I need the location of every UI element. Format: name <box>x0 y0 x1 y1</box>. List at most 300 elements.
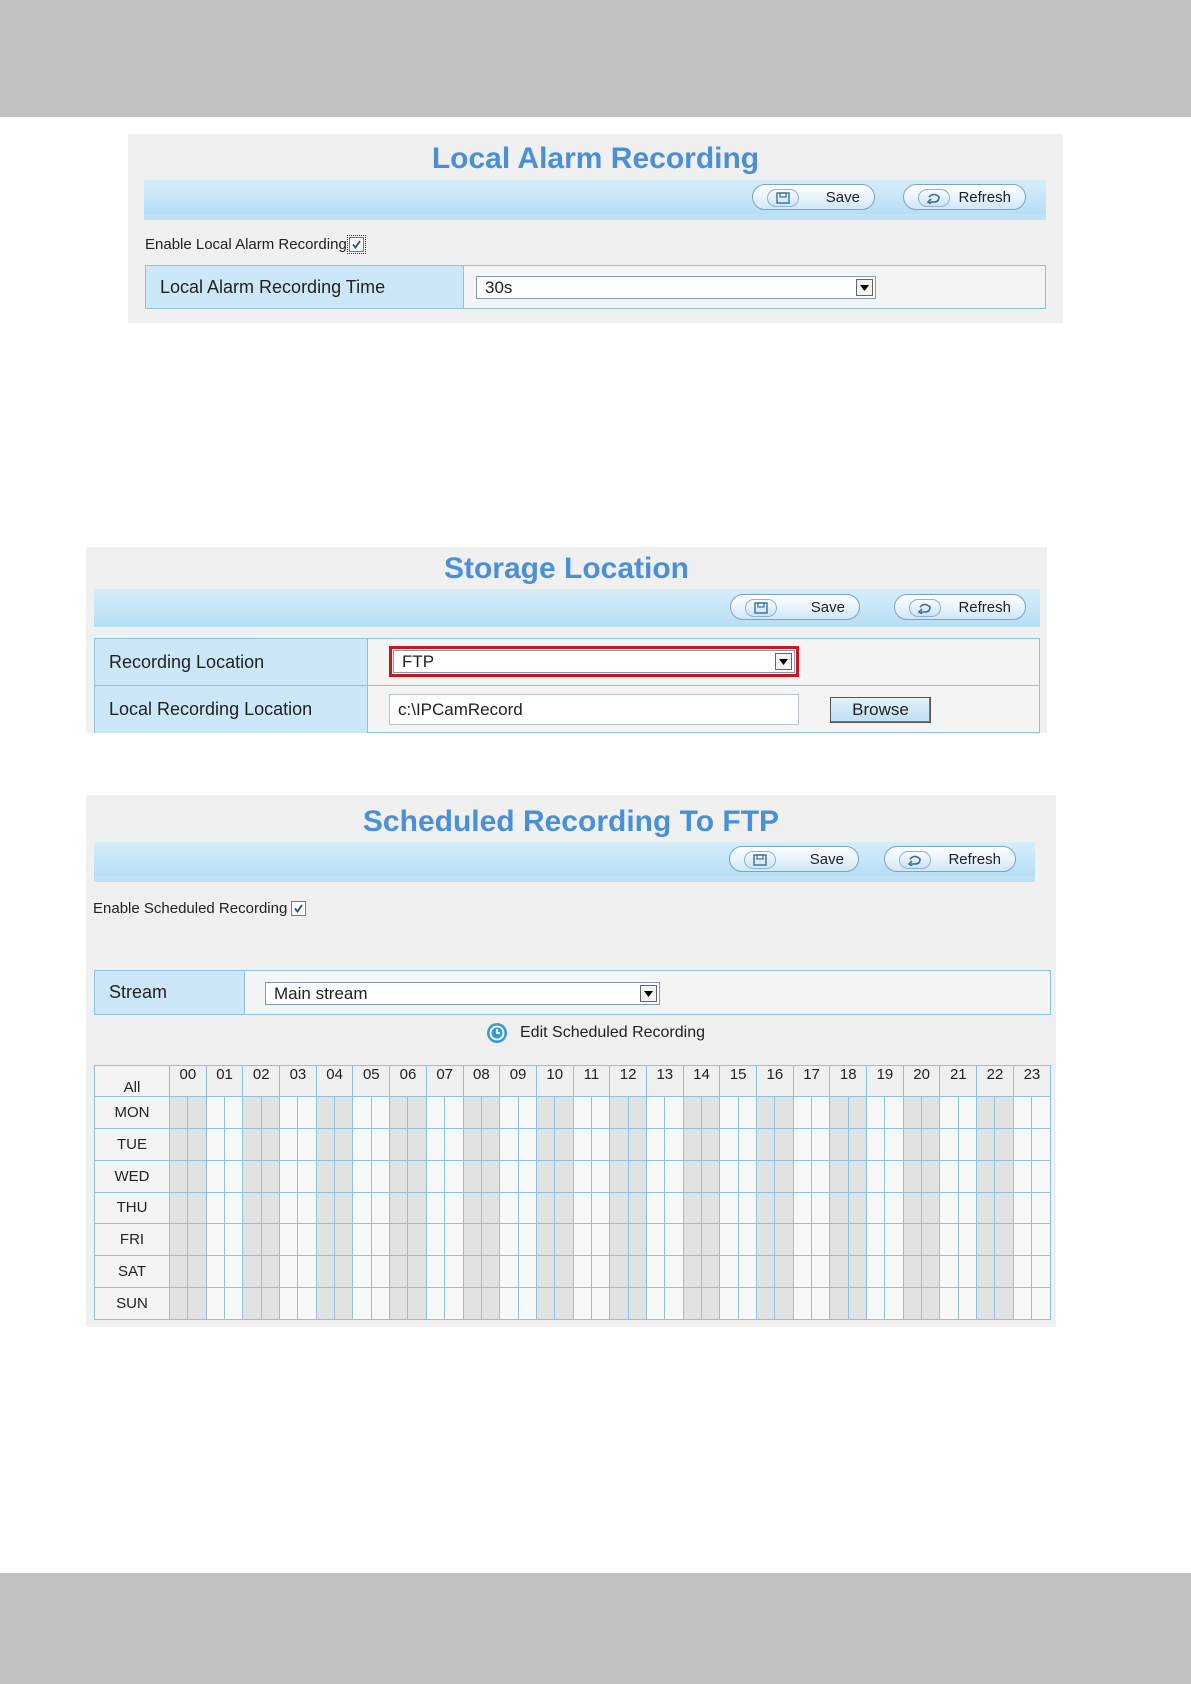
schedule-slot[interactable] <box>867 1097 885 1129</box>
schedule-slot[interactable] <box>243 1097 261 1129</box>
schedule-slot[interactable] <box>188 1128 206 1160</box>
schedule-slot[interactable] <box>665 1224 683 1256</box>
day-label[interactable]: THU <box>95 1192 170 1224</box>
schedule-slot[interactable] <box>371 1192 389 1224</box>
schedule-slot[interactable] <box>940 1128 958 1160</box>
schedule-slot[interactable] <box>885 1128 903 1160</box>
schedule-slot[interactable] <box>426 1128 444 1160</box>
schedule-slot[interactable] <box>243 1256 261 1288</box>
schedule-slot[interactable] <box>555 1224 573 1256</box>
schedule-slot[interactable] <box>830 1128 848 1160</box>
schedule-slot[interactable] <box>1032 1256 1051 1288</box>
schedule-slot[interactable] <box>243 1160 261 1192</box>
schedule-slot[interactable] <box>206 1288 224 1320</box>
schedule-slot[interactable] <box>940 1192 958 1224</box>
schedule-slot[interactable] <box>793 1097 811 1129</box>
schedule-slot[interactable] <box>353 1192 371 1224</box>
refresh-button[interactable] <box>884 846 1016 872</box>
schedule-slot[interactable] <box>1013 1288 1031 1320</box>
schedule-slot[interactable] <box>720 1192 738 1224</box>
schedule-slot[interactable] <box>243 1224 261 1256</box>
schedule-slot[interactable] <box>298 1097 316 1129</box>
schedule-slot[interactable] <box>335 1160 353 1192</box>
schedule-slot[interactable] <box>1032 1160 1051 1192</box>
schedule-slot[interactable] <box>500 1160 518 1192</box>
schedule-slot[interactable] <box>555 1097 573 1129</box>
schedule-slot[interactable] <box>995 1160 1013 1192</box>
schedule-slot[interactable] <box>867 1256 885 1288</box>
schedule-slot[interactable] <box>995 1128 1013 1160</box>
schedule-slot[interactable] <box>903 1097 921 1129</box>
schedule-slot[interactable] <box>555 1288 573 1320</box>
schedule-slot[interactable] <box>977 1192 995 1224</box>
schedule-slot[interactable] <box>701 1224 719 1256</box>
schedule-slot[interactable] <box>665 1256 683 1288</box>
schedule-slot[interactable] <box>977 1097 995 1129</box>
schedule-slot[interactable] <box>445 1192 463 1224</box>
schedule-slot[interactable] <box>995 1097 1013 1129</box>
schedule-slot[interactable] <box>775 1160 793 1192</box>
hour-header[interactable]: 22 <box>977 1066 1014 1097</box>
schedule-slot[interactable] <box>500 1256 518 1288</box>
hour-header[interactable]: 01 <box>206 1066 243 1097</box>
schedule-slot[interactable] <box>701 1256 719 1288</box>
schedule-slot[interactable] <box>628 1192 646 1224</box>
schedule-slot[interactable] <box>1013 1192 1031 1224</box>
schedule-slot[interactable] <box>463 1192 481 1224</box>
schedule-slot[interactable] <box>995 1192 1013 1224</box>
schedule-slot[interactable] <box>610 1097 628 1129</box>
schedule-slot[interactable] <box>225 1224 243 1256</box>
schedule-slot[interactable] <box>830 1192 848 1224</box>
schedule-slot[interactable] <box>390 1224 408 1256</box>
schedule-slot[interactable] <box>793 1192 811 1224</box>
schedule-slot[interactable] <box>445 1288 463 1320</box>
schedule-slot[interactable] <box>977 1128 995 1160</box>
schedule-slot[interactable] <box>463 1256 481 1288</box>
schedule-slot[interactable] <box>573 1224 591 1256</box>
schedule-slot[interactable] <box>316 1224 334 1256</box>
schedule-slot[interactable] <box>408 1192 426 1224</box>
schedule-slot[interactable] <box>408 1128 426 1160</box>
schedule-slot[interactable] <box>243 1128 261 1160</box>
schedule-slot[interactable] <box>665 1160 683 1192</box>
schedule-slot[interactable] <box>830 1256 848 1288</box>
schedule-slot[interactable] <box>463 1160 481 1192</box>
schedule-slot[interactable] <box>280 1224 298 1256</box>
schedule-slot[interactable] <box>335 1097 353 1129</box>
schedule-slot[interactable] <box>646 1256 664 1288</box>
schedule-slot[interactable] <box>885 1097 903 1129</box>
hour-header[interactable]: 00 <box>170 1066 207 1097</box>
schedule-slot[interactable] <box>261 1097 279 1129</box>
schedule-slot[interactable] <box>995 1224 1013 1256</box>
schedule-slot[interactable] <box>426 1256 444 1288</box>
schedule-slot[interactable] <box>628 1097 646 1129</box>
hour-header[interactable]: 07 <box>426 1066 463 1097</box>
schedule-slot[interactable] <box>683 1128 701 1160</box>
hour-header[interactable]: 18 <box>830 1066 867 1097</box>
hour-header[interactable]: 20 <box>903 1066 940 1097</box>
schedule-slot[interactable] <box>958 1192 976 1224</box>
schedule-slot[interactable] <box>500 1097 518 1129</box>
schedule-slot[interactable] <box>426 1160 444 1192</box>
schedule-slot[interactable] <box>1013 1160 1031 1192</box>
schedule-slot[interactable] <box>683 1192 701 1224</box>
schedule-slot[interactable] <box>757 1256 775 1288</box>
schedule-slot[interactable] <box>426 1097 444 1129</box>
schedule-slot[interactable] <box>720 1128 738 1160</box>
recording-location-select[interactable] <box>393 650 795 673</box>
schedule-slot[interactable] <box>757 1224 775 1256</box>
schedule-slot[interactable] <box>261 1288 279 1320</box>
schedule-slot[interactable] <box>518 1288 536 1320</box>
schedule-slot[interactable] <box>536 1097 554 1129</box>
schedule-slot[interactable] <box>280 1256 298 1288</box>
schedule-slot[interactable] <box>573 1097 591 1129</box>
schedule-slot[interactable] <box>940 1288 958 1320</box>
schedule-slot[interactable] <box>830 1097 848 1129</box>
schedule-slot[interactable] <box>445 1128 463 1160</box>
schedule-slot[interactable] <box>867 1288 885 1320</box>
schedule-slot[interactable] <box>940 1256 958 1288</box>
schedule-slot[interactable] <box>353 1256 371 1288</box>
schedule-slot[interactable] <box>812 1192 830 1224</box>
schedule-slot[interactable] <box>170 1256 188 1288</box>
schedule-slot[interactable] <box>591 1256 609 1288</box>
hour-header[interactable]: 23 <box>1013 1066 1050 1097</box>
schedule-slot[interactable] <box>261 1128 279 1160</box>
schedule-slot[interactable] <box>555 1192 573 1224</box>
schedule-slot[interactable] <box>536 1160 554 1192</box>
schedule-slot[interactable] <box>591 1288 609 1320</box>
schedule-slot[interactable] <box>628 1160 646 1192</box>
schedule-slot[interactable] <box>243 1288 261 1320</box>
hour-header[interactable]: 06 <box>390 1066 427 1097</box>
schedule-slot[interactable] <box>316 1288 334 1320</box>
schedule-slot[interactable] <box>225 1128 243 1160</box>
schedule-slot[interactable] <box>738 1160 756 1192</box>
schedule-slot[interactable] <box>867 1192 885 1224</box>
schedule-slot[interactable] <box>738 1224 756 1256</box>
schedule-slot[interactable] <box>426 1192 444 1224</box>
schedule-slot[interactable] <box>867 1224 885 1256</box>
schedule-slot[interactable] <box>280 1192 298 1224</box>
schedule-slot[interactable] <box>646 1224 664 1256</box>
hour-header[interactable]: 21 <box>940 1066 977 1097</box>
schedule-slot[interactable] <box>940 1160 958 1192</box>
schedule-slot[interactable] <box>848 1192 866 1224</box>
schedule-slot[interactable] <box>977 1224 995 1256</box>
schedule-slot[interactable] <box>738 1097 756 1129</box>
schedule-slot[interactable] <box>390 1192 408 1224</box>
day-label[interactable]: MON <box>95 1097 170 1129</box>
schedule-slot[interactable] <box>922 1224 940 1256</box>
schedule-slot[interactable] <box>445 1224 463 1256</box>
schedule-slot[interactable] <box>280 1097 298 1129</box>
schedule-slot[interactable] <box>463 1128 481 1160</box>
schedule-slot[interactable] <box>445 1097 463 1129</box>
schedule-slot[interactable] <box>335 1192 353 1224</box>
schedule-slot[interactable] <box>646 1192 664 1224</box>
schedule-slot[interactable] <box>775 1256 793 1288</box>
hour-header[interactable]: 04 <box>316 1066 353 1097</box>
save-button[interactable] <box>729 846 859 872</box>
local-recording-location-input[interactable] <box>389 694 799 725</box>
hour-header[interactable]: 17 <box>793 1066 830 1097</box>
schedule-slot[interactable] <box>646 1128 664 1160</box>
schedule-slot[interactable] <box>335 1288 353 1320</box>
schedule-slot[interactable] <box>555 1128 573 1160</box>
schedule-slot[interactable] <box>885 1192 903 1224</box>
schedule-slot[interactable] <box>903 1128 921 1160</box>
schedule-slot[interactable] <box>903 1288 921 1320</box>
schedule-slot[interactable] <box>445 1256 463 1288</box>
schedule-slot[interactable] <box>390 1256 408 1288</box>
schedule-slot[interactable] <box>518 1128 536 1160</box>
schedule-slot[interactable] <box>298 1160 316 1192</box>
schedule-slot[interactable] <box>225 1097 243 1129</box>
schedule-slot[interactable] <box>206 1224 224 1256</box>
hour-header[interactable]: 12 <box>610 1066 647 1097</box>
schedule-slot[interactable] <box>1032 1097 1051 1129</box>
schedule-slot[interactable] <box>170 1160 188 1192</box>
schedule-slot[interactable] <box>922 1192 940 1224</box>
schedule-slot[interactable] <box>995 1256 1013 1288</box>
schedule-slot[interactable] <box>1032 1224 1051 1256</box>
schedule-slot[interactable] <box>206 1097 224 1129</box>
schedule-slot[interactable] <box>830 1288 848 1320</box>
schedule-slot[interactable] <box>371 1256 389 1288</box>
schedule-slot[interactable] <box>720 1160 738 1192</box>
schedule-slot[interactable] <box>738 1256 756 1288</box>
schedule-slot[interactable] <box>463 1288 481 1320</box>
schedule-slot[interactable] <box>335 1128 353 1160</box>
schedule-slot[interactable] <box>518 1160 536 1192</box>
schedule-slot[interactable] <box>995 1288 1013 1320</box>
schedule-slot[interactable] <box>775 1224 793 1256</box>
schedule-slot[interactable] <box>683 1256 701 1288</box>
schedule-slot[interactable] <box>738 1288 756 1320</box>
alarm-time-select[interactable] <box>476 276 876 299</box>
schedule-slot[interactable] <box>170 1128 188 1160</box>
schedule-slot[interactable] <box>170 1192 188 1224</box>
hour-header[interactable]: 14 <box>683 1066 720 1097</box>
schedule-slot[interactable] <box>280 1160 298 1192</box>
schedule-slot[interactable] <box>206 1160 224 1192</box>
schedule-slot[interactable] <box>610 1192 628 1224</box>
schedule-slot[interactable] <box>298 1256 316 1288</box>
schedule-slot[interactable] <box>848 1224 866 1256</box>
schedule-slot[interactable] <box>867 1160 885 1192</box>
schedule-slot[interactable] <box>408 1224 426 1256</box>
select-all-cell[interactable]: All <box>95 1066 170 1097</box>
schedule-slot[interactable] <box>610 1160 628 1192</box>
schedule-slot[interactable] <box>848 1256 866 1288</box>
schedule-slot[interactable] <box>848 1097 866 1129</box>
schedule-slot[interactable] <box>793 1256 811 1288</box>
schedule-slot[interactable] <box>885 1256 903 1288</box>
schedule-slot[interactable] <box>757 1192 775 1224</box>
schedule-slot[interactable] <box>280 1288 298 1320</box>
schedule-slot[interactable] <box>518 1224 536 1256</box>
schedule-slot[interactable] <box>426 1224 444 1256</box>
schedule-slot[interactable] <box>390 1288 408 1320</box>
enable-scheduled-checkbox[interactable] <box>291 901 306 916</box>
schedule-slot[interactable] <box>720 1256 738 1288</box>
schedule-slot[interactable] <box>775 1128 793 1160</box>
schedule-slot[interactable] <box>738 1128 756 1160</box>
schedule-slot[interactable] <box>885 1224 903 1256</box>
day-label[interactable]: FRI <box>95 1224 170 1256</box>
schedule-slot[interactable] <box>536 1128 554 1160</box>
schedule-slot[interactable] <box>536 1192 554 1224</box>
browse-button[interactable] <box>830 697 931 723</box>
schedule-slot[interactable] <box>903 1160 921 1192</box>
schedule-slot[interactable] <box>610 1288 628 1320</box>
day-label[interactable]: TUE <box>95 1128 170 1160</box>
schedule-slot[interactable] <box>922 1256 940 1288</box>
schedule-slot[interactable] <box>977 1256 995 1288</box>
schedule-slot[interactable] <box>628 1128 646 1160</box>
schedule-slot[interactable] <box>280 1128 298 1160</box>
schedule-slot[interactable] <box>1013 1224 1031 1256</box>
schedule-slot[interactable] <box>371 1160 389 1192</box>
schedule-slot[interactable] <box>793 1288 811 1320</box>
schedule-slot[interactable] <box>958 1160 976 1192</box>
hour-header[interactable]: 15 <box>720 1066 757 1097</box>
schedule-slot[interactable] <box>225 1160 243 1192</box>
schedule-slot[interactable] <box>683 1288 701 1320</box>
schedule-slot[interactable] <box>1013 1128 1031 1160</box>
schedule-slot[interactable] <box>536 1256 554 1288</box>
schedule-slot[interactable] <box>426 1288 444 1320</box>
schedule-slot[interactable] <box>500 1224 518 1256</box>
schedule-slot[interactable] <box>720 1097 738 1129</box>
refresh-button[interactable] <box>903 184 1026 210</box>
schedule-slot[interactable] <box>775 1097 793 1129</box>
schedule-slot[interactable] <box>683 1224 701 1256</box>
schedule-slot[interactable] <box>316 1256 334 1288</box>
schedule-slot[interactable] <box>408 1097 426 1129</box>
schedule-slot[interactable] <box>188 1256 206 1288</box>
save-button[interactable] <box>752 184 875 210</box>
schedule-slot[interactable] <box>646 1097 664 1129</box>
schedule-slot[interactable] <box>628 1224 646 1256</box>
schedule-slot[interactable] <box>757 1288 775 1320</box>
schedule-slot[interactable] <box>922 1097 940 1129</box>
schedule-slot[interactable] <box>922 1288 940 1320</box>
schedule-slot[interactable] <box>243 1192 261 1224</box>
schedule-slot[interactable] <box>188 1224 206 1256</box>
schedule-slot[interactable] <box>390 1160 408 1192</box>
schedule-slot[interactable] <box>298 1224 316 1256</box>
hour-header[interactable]: 13 <box>646 1066 683 1097</box>
save-button[interactable] <box>730 594 860 620</box>
schedule-slot[interactable] <box>316 1097 334 1129</box>
schedule-slot[interactable] <box>463 1224 481 1256</box>
schedule-slot[interactable] <box>261 1160 279 1192</box>
schedule-slot[interactable] <box>445 1160 463 1192</box>
schedule-slot[interactable] <box>830 1224 848 1256</box>
schedule-slot[interactable] <box>390 1097 408 1129</box>
schedule-slot[interactable] <box>922 1160 940 1192</box>
schedule-slot[interactable] <box>573 1160 591 1192</box>
schedule-slot[interactable] <box>665 1192 683 1224</box>
schedule-slot[interactable] <box>757 1128 775 1160</box>
schedule-slot[interactable] <box>500 1192 518 1224</box>
schedule-slot[interactable] <box>225 1192 243 1224</box>
schedule-slot[interactable] <box>701 1192 719 1224</box>
schedule-slot[interactable] <box>701 1288 719 1320</box>
schedule-slot[interactable] <box>848 1128 866 1160</box>
schedule-slot[interactable] <box>170 1097 188 1129</box>
schedule-slot[interactable] <box>206 1256 224 1288</box>
schedule-slot[interactable] <box>225 1256 243 1288</box>
schedule-slot[interactable] <box>408 1160 426 1192</box>
schedule-slot[interactable] <box>903 1224 921 1256</box>
schedule-slot[interactable] <box>481 1192 499 1224</box>
schedule-slot[interactable] <box>665 1288 683 1320</box>
schedule-slot[interactable] <box>371 1097 389 1129</box>
schedule-slot[interactable] <box>481 1288 499 1320</box>
schedule-slot[interactable] <box>757 1097 775 1129</box>
schedule-slot[interactable] <box>353 1128 371 1160</box>
schedule-slot[interactable] <box>830 1160 848 1192</box>
schedule-slot[interactable] <box>463 1097 481 1129</box>
schedule-slot[interactable] <box>518 1192 536 1224</box>
schedule-slot[interactable] <box>958 1097 976 1129</box>
schedule-slot[interactable] <box>206 1128 224 1160</box>
schedule-slot[interactable] <box>977 1288 995 1320</box>
schedule-slot[interactable] <box>555 1160 573 1192</box>
schedule-slot[interactable] <box>353 1097 371 1129</box>
schedule-slot[interactable] <box>335 1224 353 1256</box>
schedule-slot[interactable] <box>518 1097 536 1129</box>
schedule-slot[interactable] <box>481 1256 499 1288</box>
schedule-slot[interactable] <box>610 1256 628 1288</box>
schedule-slot[interactable] <box>793 1160 811 1192</box>
schedule-slot[interactable] <box>903 1256 921 1288</box>
schedule-slot[interactable] <box>665 1097 683 1129</box>
hour-header[interactable]: 19 <box>867 1066 904 1097</box>
schedule-slot[interactable] <box>793 1128 811 1160</box>
schedule-slot[interactable] <box>408 1288 426 1320</box>
schedule-slot[interactable] <box>775 1192 793 1224</box>
schedule-slot[interactable] <box>940 1224 958 1256</box>
schedule-slot[interactable] <box>610 1224 628 1256</box>
schedule-slot[interactable] <box>628 1256 646 1288</box>
schedule-slot[interactable] <box>775 1288 793 1320</box>
schedule-slot[interactable] <box>170 1288 188 1320</box>
schedule-slot[interactable] <box>261 1224 279 1256</box>
schedule-slot[interactable] <box>555 1256 573 1288</box>
schedule-slot[interactable] <box>793 1224 811 1256</box>
schedule-slot[interactable] <box>500 1288 518 1320</box>
hour-header[interactable]: 03 <box>280 1066 317 1097</box>
schedule-slot[interactable] <box>408 1256 426 1288</box>
schedule-slot[interactable] <box>646 1288 664 1320</box>
edit-schedule-link[interactable] <box>486 1022 705 1044</box>
schedule-slot[interactable] <box>701 1160 719 1192</box>
schedule-slot[interactable] <box>903 1192 921 1224</box>
schedule-slot[interactable] <box>591 1160 609 1192</box>
schedule-slot[interactable] <box>812 1288 830 1320</box>
schedule-slot[interactable] <box>977 1160 995 1192</box>
stream-select[interactable] <box>265 982 660 1005</box>
schedule-slot[interactable] <box>1032 1192 1051 1224</box>
schedule-slot[interactable] <box>316 1160 334 1192</box>
